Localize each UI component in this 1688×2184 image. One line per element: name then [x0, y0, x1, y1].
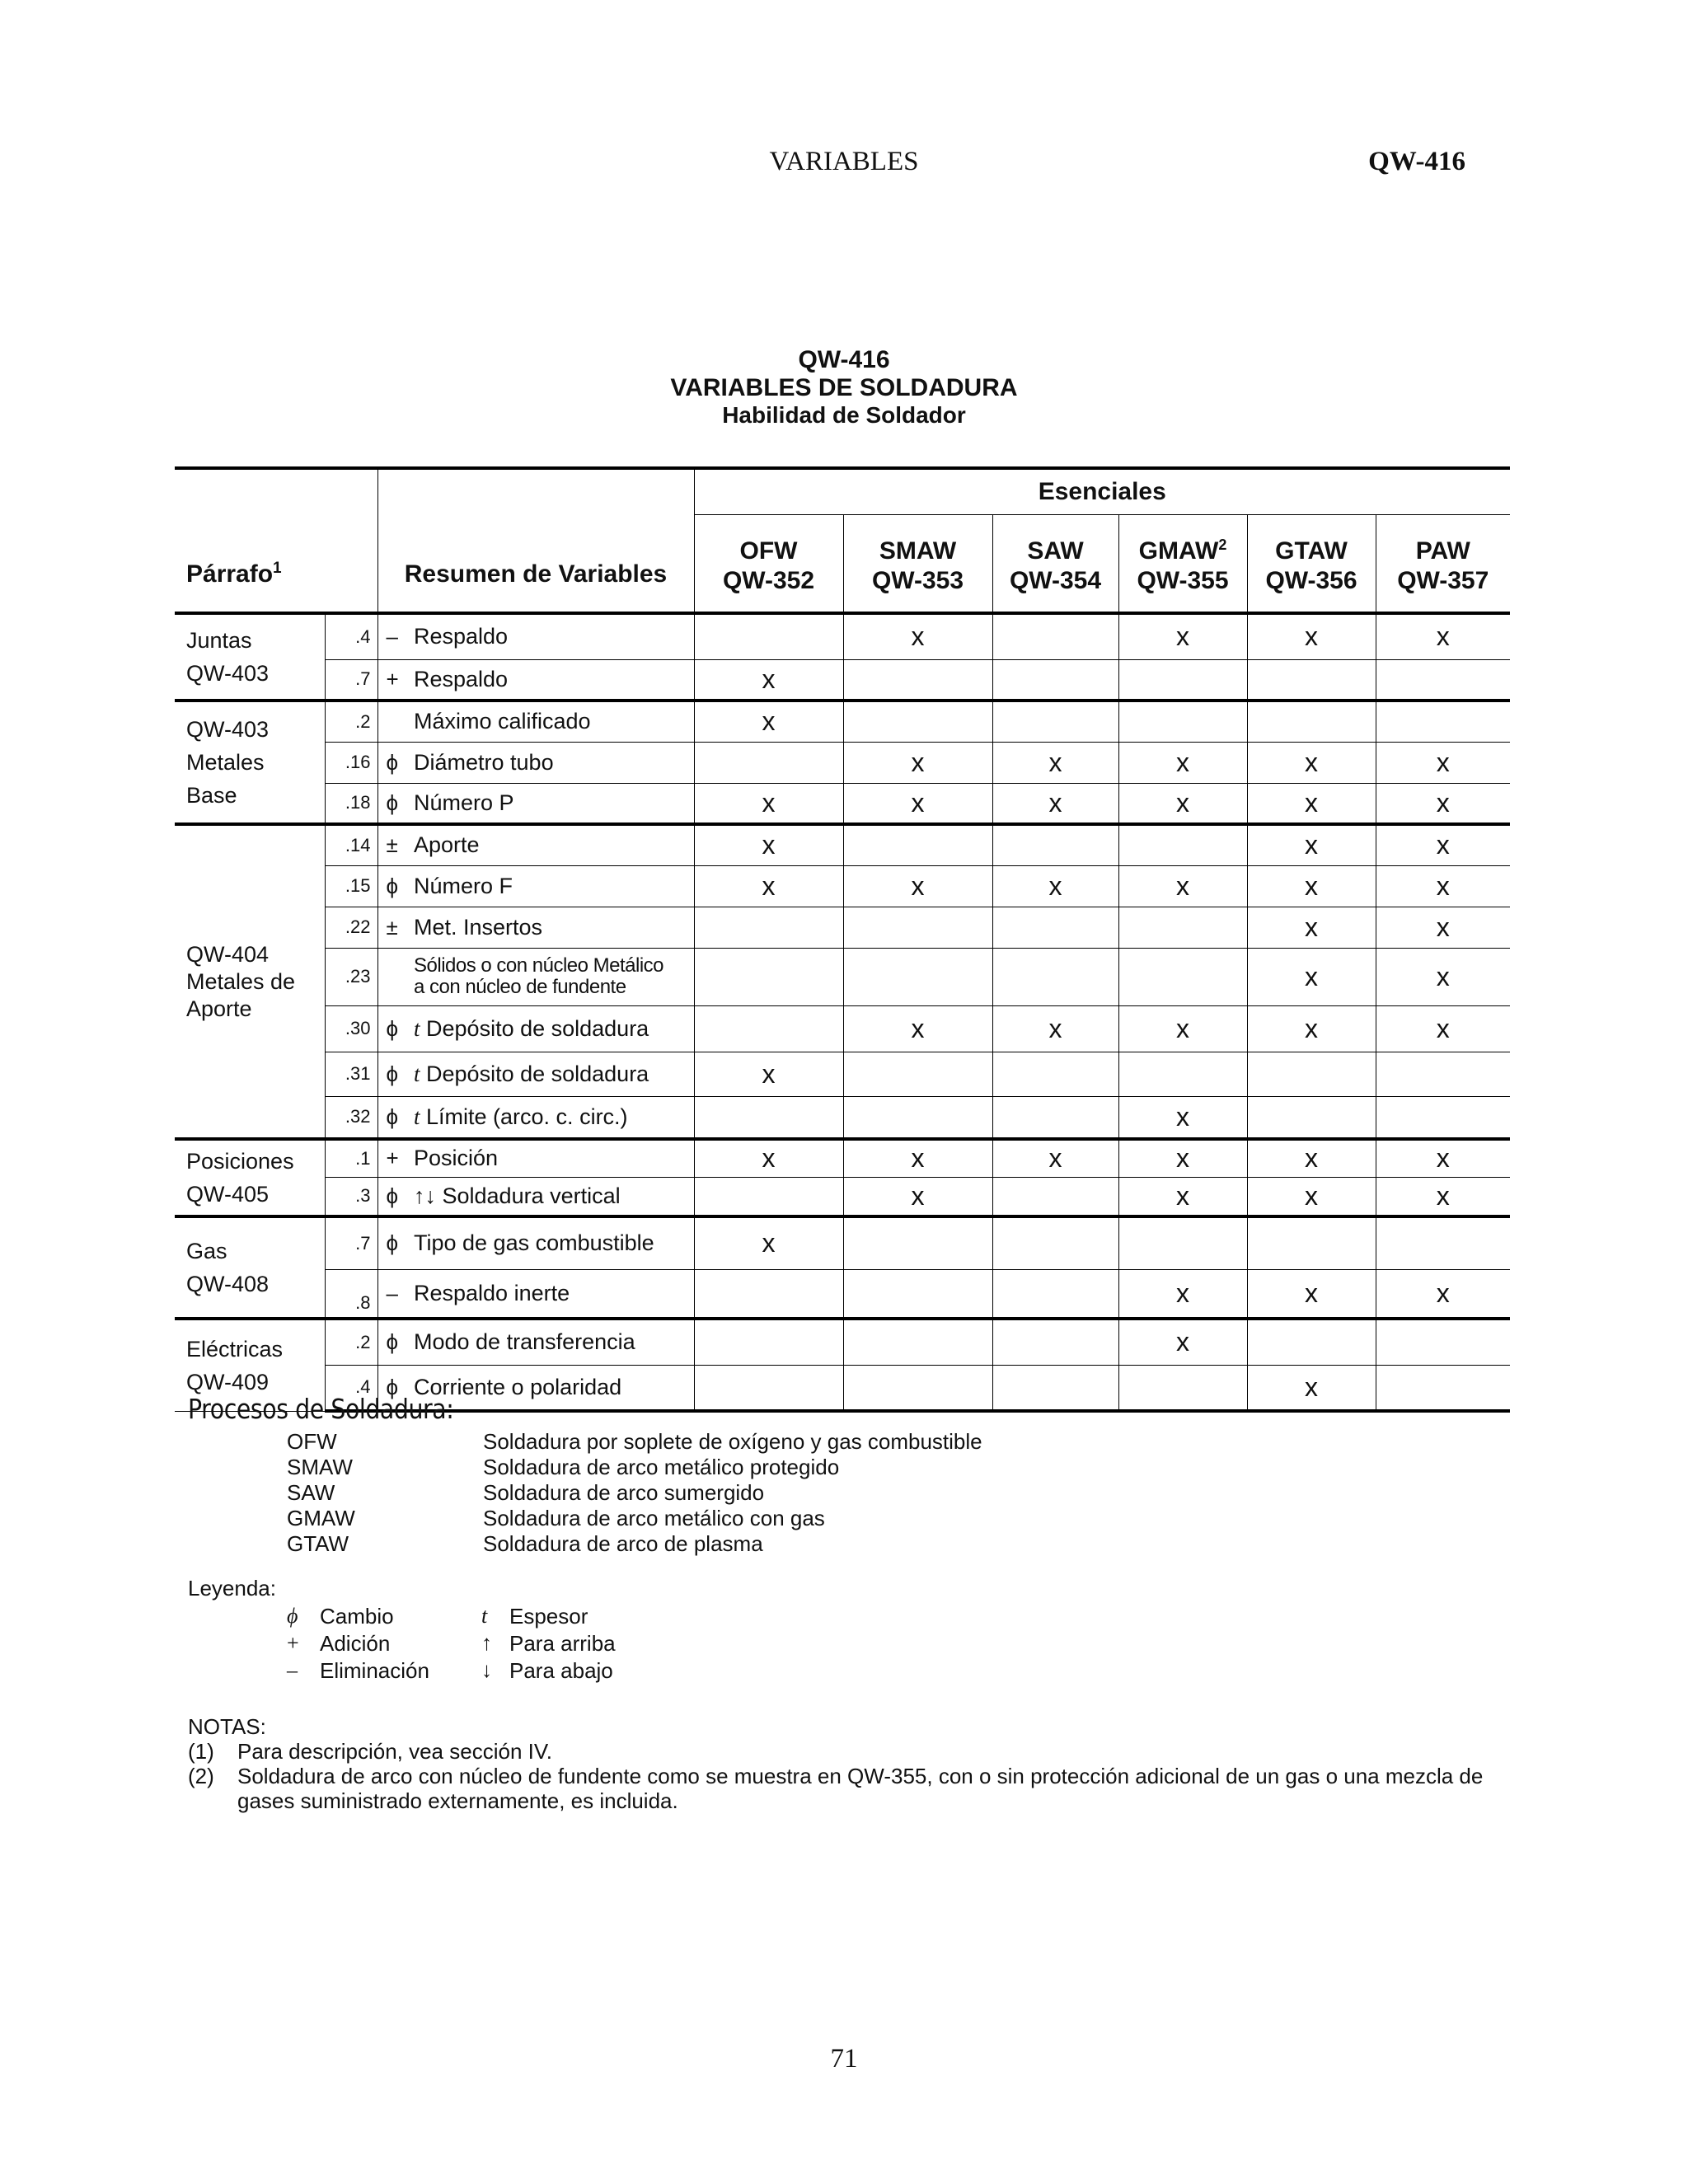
essential-mark — [694, 1319, 843, 1365]
essential-mark: x — [694, 701, 843, 742]
process-code: QW-357 — [1397, 567, 1489, 595]
group-label-line: Juntas — [186, 628, 252, 653]
variable-description — [410, 783, 694, 824]
col-header-process — [694, 514, 843, 613]
essential-mark — [992, 1365, 1118, 1411]
variables-table — [175, 466, 1510, 1413]
process-name: PAW — [1415, 537, 1470, 565]
table-row — [175, 1139, 1510, 1177]
variable-description-line: a con núcleo de fundente — [414, 976, 626, 998]
variable-description — [410, 659, 694, 701]
essential-mark: x — [1118, 1177, 1247, 1216]
essential-mark: x — [694, 659, 843, 701]
essential-mark — [1118, 907, 1247, 948]
col-header-process — [1376, 514, 1510, 613]
essential-mark — [843, 1216, 992, 1269]
variable-description-text: Met. Insertos — [414, 914, 543, 940]
nota-text-continued: gases suministrado externamente, es incluida. — [237, 1788, 678, 1813]
variable-symbol: ϕ — [377, 783, 410, 824]
variable-description-text: Límite (arco. c. circ.) — [420, 1104, 628, 1129]
essential-mark — [694, 1365, 843, 1411]
variable-symbol: ϕ — [377, 742, 410, 783]
essential-mark — [694, 1005, 843, 1052]
process-name: GTAW — [1275, 537, 1348, 565]
variable-symbol — [377, 701, 410, 742]
essential-mark: x — [843, 613, 992, 659]
proceso-abbr: GTAW — [287, 1531, 349, 1556]
essential-mark — [992, 1096, 1118, 1139]
essential-mark — [1376, 1216, 1510, 1269]
essential-mark: x — [694, 1052, 843, 1096]
paragraph-number: .8 — [325, 1269, 377, 1319]
table-row — [175, 1177, 1510, 1216]
variable-description — [410, 948, 694, 1005]
essential-mark: x — [1247, 613, 1376, 659]
variable-symbol: + — [377, 1139, 410, 1177]
essential-mark — [1118, 1216, 1247, 1269]
variable-description — [410, 1177, 694, 1216]
variable-description-text: Diámetro tubo — [414, 749, 554, 775]
table-row — [175, 865, 1510, 907]
leyenda-symbol: ϕ — [287, 1604, 298, 1628]
essential-mark: x — [1118, 1319, 1247, 1365]
paragraph-number: .31 — [325, 1052, 377, 1096]
paragraph-number: .2 — [325, 1319, 377, 1365]
essential-mark: x — [1247, 1365, 1376, 1411]
variable-symbol: ϕ — [377, 1052, 410, 1096]
group-label-line: Metales — [186, 750, 265, 775]
variable-description — [410, 1052, 694, 1096]
variable-description-text: Tipo de gas combustible — [414, 1230, 654, 1256]
group-label — [175, 824, 325, 1139]
table-row — [175, 1216, 1510, 1269]
process-code: QW-352 — [722, 567, 815, 595]
essential-mark — [1376, 659, 1510, 701]
leyenda-symbol: t — [481, 1604, 488, 1628]
essential-mark — [694, 948, 843, 1005]
variable-description — [410, 865, 694, 907]
essential-mark: x — [843, 783, 992, 824]
process-code: QW-354 — [1009, 567, 1102, 595]
paragraph-number: .1 — [325, 1139, 377, 1177]
col-header-parrafo — [175, 468, 377, 613]
paragraph-number: .3 — [325, 1177, 377, 1216]
essential-mark — [843, 1096, 992, 1139]
essential-mark: x — [992, 865, 1118, 907]
variable-description — [410, 742, 694, 783]
variable-description-text: Número P — [414, 790, 514, 815]
essential-mark: x — [1247, 1139, 1376, 1177]
leyenda-symbol: + — [287, 1631, 299, 1655]
group-label-line: Aporte — [186, 996, 252, 1021]
essential-mark — [992, 701, 1118, 742]
group-label-line: QW-408 — [186, 1272, 270, 1296]
essential-mark — [1376, 1365, 1510, 1411]
leyenda-text: Adición — [320, 1631, 391, 1656]
essential-mark — [1247, 1216, 1376, 1269]
variable-symbol: – — [377, 1269, 410, 1319]
process-code: QW-353 — [871, 567, 964, 595]
col-header-resumen: Resumen de Variables — [377, 468, 694, 613]
group-label-line: Eléctricas — [186, 1336, 284, 1361]
essential-mark: x — [1376, 613, 1510, 659]
page-number: 71 — [830, 2044, 858, 2074]
essential-mark — [992, 907, 1118, 948]
table-row — [175, 948, 1510, 1005]
essential-mark: x — [992, 742, 1118, 783]
variable-description-text: ↑↓ Soldadura vertical — [414, 1183, 621, 1208]
essential-mark: x — [1118, 1005, 1247, 1052]
essential-mark — [1118, 659, 1247, 701]
essential-mark: x — [694, 1216, 843, 1269]
essential-mark — [1118, 948, 1247, 1005]
essential-mark — [843, 1052, 992, 1096]
essential-mark: x — [1247, 824, 1376, 865]
col-header-process — [1118, 514, 1247, 613]
essential-mark: x — [1376, 865, 1510, 907]
process-code: QW-356 — [1265, 567, 1357, 595]
table-row — [175, 1096, 1510, 1139]
group-label-line: QW-403 — [186, 661, 270, 686]
essential-mark — [1247, 701, 1376, 742]
variable-symbol: + — [377, 659, 410, 701]
group-label-line: Metales de — [186, 968, 296, 994]
essential-mark: x — [1247, 742, 1376, 783]
group-label — [175, 1139, 325, 1216]
essential-mark — [992, 1319, 1118, 1365]
essential-mark — [694, 1269, 843, 1319]
variable-description-text: Modo de transferencia — [414, 1329, 635, 1355]
leyenda-text: Para arriba — [509, 1631, 616, 1656]
table-title: VARIABLES DE SOLDADURA — [670, 374, 1018, 401]
table-row — [175, 701, 1510, 742]
process-code: QW-355 — [1137, 567, 1229, 595]
essential-mark — [843, 1319, 992, 1365]
essential-mark: x — [1118, 613, 1247, 659]
essential-mark — [1376, 1096, 1510, 1139]
essential-mark — [694, 1177, 843, 1216]
proceso-abbr: OFW — [287, 1429, 337, 1454]
nota-number: (2) — [188, 1764, 214, 1788]
essential-mark — [1118, 701, 1247, 742]
essential-mark: x — [1376, 1139, 1510, 1177]
essential-mark — [1118, 824, 1247, 865]
variable-description — [410, 701, 694, 742]
essential-mark — [1247, 659, 1376, 701]
table-row — [175, 1269, 1510, 1319]
paragraph-number: .30 — [325, 1005, 377, 1052]
paragraph-number: .18 — [325, 783, 377, 824]
group-label-line: Gas — [186, 1239, 227, 1263]
notas-title: NOTAS: — [188, 1714, 266, 1739]
nota-number: (1) — [188, 1739, 214, 1764]
essential-mark: x — [694, 824, 843, 865]
process-name: SAW — [1027, 537, 1084, 565]
essential-mark: x — [1247, 948, 1376, 1005]
table-row — [175, 783, 1510, 824]
group-label — [175, 613, 325, 701]
variable-description-text: Respaldo inerte — [414, 1280, 570, 1305]
table-row — [175, 1319, 1510, 1365]
process-footnote-mark: 2 — [1218, 537, 1227, 554]
essential-mark — [992, 1177, 1118, 1216]
essential-mark: x — [843, 865, 992, 907]
col-header-process — [843, 514, 992, 613]
table-row — [175, 907, 1510, 948]
variable-description-text: Respaldo — [414, 624, 509, 649]
essential-mark: x — [1118, 1096, 1247, 1139]
leyenda-text: Eliminación — [320, 1658, 429, 1683]
essential-mark: x — [843, 1005, 992, 1052]
running-header-code: QW-416 — [1368, 147, 1465, 176]
group-label-line: QW-405 — [186, 1182, 270, 1207]
variable-symbol — [377, 948, 410, 1005]
essential-mark: x — [1118, 742, 1247, 783]
group-label-line: Posiciones — [186, 1149, 294, 1174]
group-label-line: Base — [186, 783, 237, 808]
essential-mark: x — [843, 1177, 992, 1216]
group-label-line: QW-403 — [186, 717, 270, 742]
table-row — [175, 1052, 1510, 1096]
essential-mark: x — [1376, 824, 1510, 865]
essential-mark — [843, 948, 992, 1005]
variable-description-text: Depósito de soldadura — [420, 1061, 649, 1086]
paragraph-number: .16 — [325, 742, 377, 783]
paragraph-number: .7 — [325, 659, 377, 701]
table-subtitle: Habilidad de Soldador — [722, 402, 966, 428]
running-header-section: VARIABLES — [769, 147, 919, 176]
variable-symbol: ϕ — [377, 1216, 410, 1269]
paragraph-number: .7 — [325, 1216, 377, 1269]
essential-mark: x — [1376, 1005, 1510, 1052]
proceso-desc: Soldadura de arco sumergido — [483, 1480, 765, 1505]
essential-mark — [843, 1269, 992, 1319]
group-label-line: QW-409 — [186, 1369, 270, 1394]
variable-symbol: ϕ — [377, 865, 410, 907]
leyenda-symbol: – — [287, 1658, 298, 1682]
procesos-title: Procesos de Soldadura: — [188, 1393, 454, 1425]
paragraph-number: .15 — [325, 865, 377, 907]
group-label — [175, 701, 325, 824]
essential-mark: x — [843, 1139, 992, 1177]
essential-mark — [843, 659, 992, 701]
essential-mark — [694, 907, 843, 948]
proceso-abbr: SAW — [287, 1480, 335, 1505]
proceso-desc: Soldadura de arco metálico con gas — [483, 1506, 825, 1530]
essential-mark: x — [1118, 1269, 1247, 1319]
col-header-process — [1247, 514, 1376, 613]
essential-mark — [992, 1052, 1118, 1096]
table-row — [175, 824, 1510, 865]
variable-description — [410, 824, 694, 865]
essential-mark: x — [992, 1005, 1118, 1052]
parrafo-label: Párrafo — [186, 560, 274, 588]
thickness-symbol: t — [414, 1061, 420, 1086]
essential-mark — [992, 1269, 1118, 1319]
table-row — [175, 659, 1510, 701]
paragraph-number: .2 — [325, 701, 377, 742]
essential-mark: x — [1247, 865, 1376, 907]
col-header-process — [992, 514, 1118, 613]
variable-description — [410, 1269, 694, 1319]
essential-mark — [694, 613, 843, 659]
nota-text: Para descripción, vea sección IV. — [237, 1739, 553, 1764]
essential-mark — [843, 1365, 992, 1411]
col-header-esenciales: Esenciales — [694, 468, 1510, 514]
proceso-desc: Soldadura por soplete de oxígeno y gas combustible — [483, 1429, 982, 1454]
essential-mark: x — [1118, 783, 1247, 824]
table-title-code: QW-416 — [798, 346, 890, 373]
leyenda-text: Espesor — [509, 1604, 588, 1629]
essential-mark: x — [1247, 907, 1376, 948]
essential-mark: x — [1376, 1177, 1510, 1216]
variable-symbol: ϕ — [377, 1319, 410, 1365]
variable-description — [410, 613, 694, 659]
variable-symbol: ϕ — [377, 1096, 410, 1139]
variable-symbol: ϕ — [377, 1177, 410, 1216]
variable-description-text: Máximo calificado — [414, 709, 591, 734]
variable-symbol: ϕ — [377, 1005, 410, 1052]
leyenda-symbol: ↓ — [481, 1658, 492, 1682]
variable-description-text: Número F — [414, 873, 513, 898]
variable-description-line: Sólidos o con núcleo Metálico — [414, 954, 664, 977]
essential-mark — [843, 824, 992, 865]
variable-symbol: ± — [377, 907, 410, 948]
variable-symbol: ϕ — [377, 1365, 410, 1411]
proceso-abbr: GMAW — [287, 1506, 355, 1530]
parrafo-footnote-mark: 1 — [273, 560, 282, 577]
proceso-desc: Soldadura de arco de plasma — [483, 1531, 763, 1556]
essential-mark: x — [694, 1139, 843, 1177]
variable-description — [410, 907, 694, 948]
proceso-abbr: SMAW — [287, 1455, 353, 1479]
paragraph-number: .14 — [325, 824, 377, 865]
process-name: OFW — [739, 537, 798, 565]
essential-mark: x — [843, 742, 992, 783]
essential-mark — [992, 948, 1118, 1005]
process-name: GMAW — [1138, 537, 1219, 565]
variable-symbol: ± — [377, 824, 410, 865]
thickness-symbol: t — [414, 1015, 420, 1041]
group-label-line: QW-404 — [186, 941, 270, 967]
variable-description — [410, 1139, 694, 1177]
essential-mark: x — [694, 865, 843, 907]
group-label — [175, 1216, 325, 1319]
variable-description — [410, 1096, 694, 1139]
essential-mark: x — [1376, 783, 1510, 824]
variable-symbol: – — [377, 613, 410, 659]
essential-mark — [1376, 1319, 1510, 1365]
variable-description — [410, 1319, 694, 1365]
essential-mark — [694, 1096, 843, 1139]
nota-text: Soldadura de arco con núcleo de fundente como se muestra en QW-355, con o sin protección adicional de un gas o una mezcla de — [237, 1764, 1484, 1788]
essential-mark: x — [1376, 948, 1510, 1005]
essential-mark — [992, 613, 1118, 659]
essential-mark: x — [1376, 1269, 1510, 1319]
essential-mark: x — [1247, 783, 1376, 824]
essential-mark: x — [1118, 865, 1247, 907]
essential-mark: x — [1376, 907, 1510, 948]
thickness-symbol: t — [414, 1104, 420, 1129]
paragraph-number: .4 — [325, 613, 377, 659]
essential-mark — [1247, 1096, 1376, 1139]
variable-description — [410, 1005, 694, 1052]
table-row — [175, 1005, 1510, 1052]
essential-mark: x — [992, 783, 1118, 824]
essential-mark — [1247, 1052, 1376, 1096]
essential-mark — [1118, 1365, 1247, 1411]
essential-mark — [1247, 1319, 1376, 1365]
essential-mark — [1118, 1052, 1247, 1096]
variable-description-text: Aporte — [414, 832, 480, 858]
proceso-desc: Soldadura de arco metálico protegido — [483, 1455, 840, 1479]
essential-mark: x — [1118, 1139, 1247, 1177]
essential-mark — [1376, 1052, 1510, 1096]
variable-description-text: Corriente o polaridad — [414, 1374, 622, 1399]
paragraph-number: .4 — [325, 1365, 377, 1411]
leyenda-text: Cambio — [320, 1604, 394, 1629]
essential-mark — [992, 1216, 1118, 1269]
table-row — [175, 613, 1510, 659]
leyenda-title: Leyenda: — [188, 1576, 276, 1601]
essential-mark: x — [992, 1139, 1118, 1177]
paragraph-number: .32 — [325, 1096, 377, 1139]
process-name: SMAW — [879, 537, 957, 565]
essential-mark: x — [694, 783, 843, 824]
essential-mark — [992, 824, 1118, 865]
table-header-row — [175, 468, 1510, 514]
paragraph-number: .22 — [325, 907, 377, 948]
essential-mark: x — [1376, 742, 1510, 783]
leyenda-symbol: ↑ — [481, 1631, 492, 1655]
leyenda-text: Para abajo — [509, 1658, 613, 1683]
essential-mark — [1376, 701, 1510, 742]
essential-mark: x — [1247, 1177, 1376, 1216]
paragraph-number: .23 — [325, 948, 377, 1005]
essential-mark — [843, 701, 992, 742]
essential-mark: x — [1247, 1269, 1376, 1319]
essential-mark: x — [1247, 1005, 1376, 1052]
variable-description-text: Posición — [414, 1146, 499, 1171]
essential-mark — [843, 907, 992, 948]
variable-description — [410, 1216, 694, 1269]
table-row — [175, 742, 1510, 783]
variable-description-text: Respaldo — [414, 666, 509, 691]
variable-description-text: Depósito de soldadura — [420, 1015, 649, 1041]
essential-mark — [992, 659, 1118, 701]
essential-mark — [694, 742, 843, 783]
